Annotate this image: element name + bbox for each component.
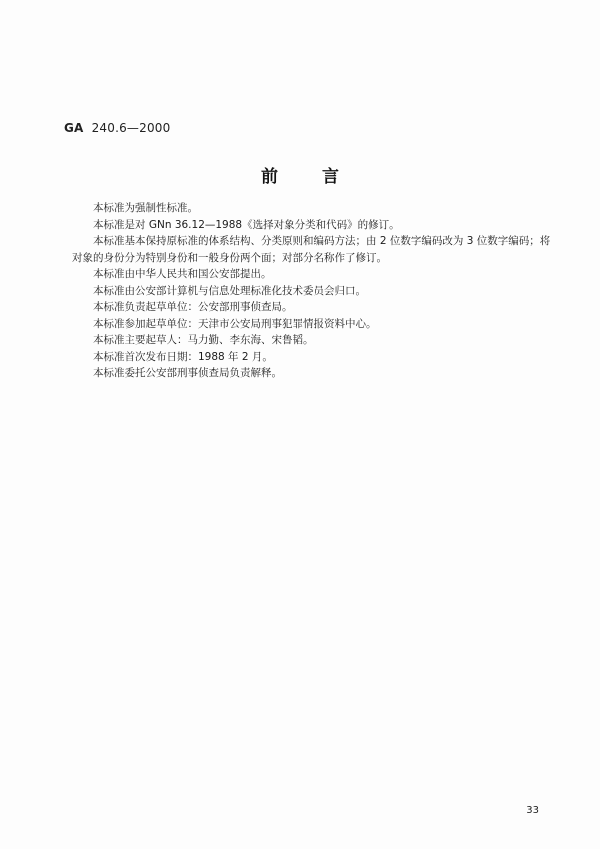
paragraph: 本标准是对 GNn 36.12—1988《选择对象分类和代码》的修订。 — [93, 218, 400, 231]
paragraph: 本标准为强制性标准。 — [93, 202, 198, 214]
paragraph: 本标准主要起草人：马力勤、李东海、宋鲁韬。 — [93, 334, 314, 346]
standard-number: 240.6—2000 — [91, 121, 171, 135]
paragraph: 本标准基本保持原标准的体系结构、分类原则和编码方法；由 2 位数字编码改为 3 位数字编码；将对象的身份分为特别身份和一般身份两个面；对部分名称作了修订。 — [72, 235, 551, 264]
page-number: 33 — [526, 805, 539, 816]
foreword-body — [72, 200, 552, 382]
paragraph: 本标准委托公安部刑事侦查局负责解释。 — [93, 367, 282, 379]
paragraph: 本标准负责起草单位：公安部刑事侦查局。 — [93, 301, 293, 313]
paragraph: 本标准由中华人民共和国公安部提出。 — [93, 268, 272, 280]
paragraph: 本标准首次发布日期：1988 年 2 月。 — [93, 350, 273, 363]
standard-code — [64, 121, 170, 135]
paragraph: 本标准由公安部计算机与信息处理标准化技术委员会归口。 — [93, 284, 366, 297]
standard-prefix: GA — [64, 121, 84, 135]
page-title: 前言 — [261, 167, 383, 187]
paragraph: 本标准参加起草单位：天津市公安局刑事犯罪情报资料中心。 — [93, 317, 377, 330]
